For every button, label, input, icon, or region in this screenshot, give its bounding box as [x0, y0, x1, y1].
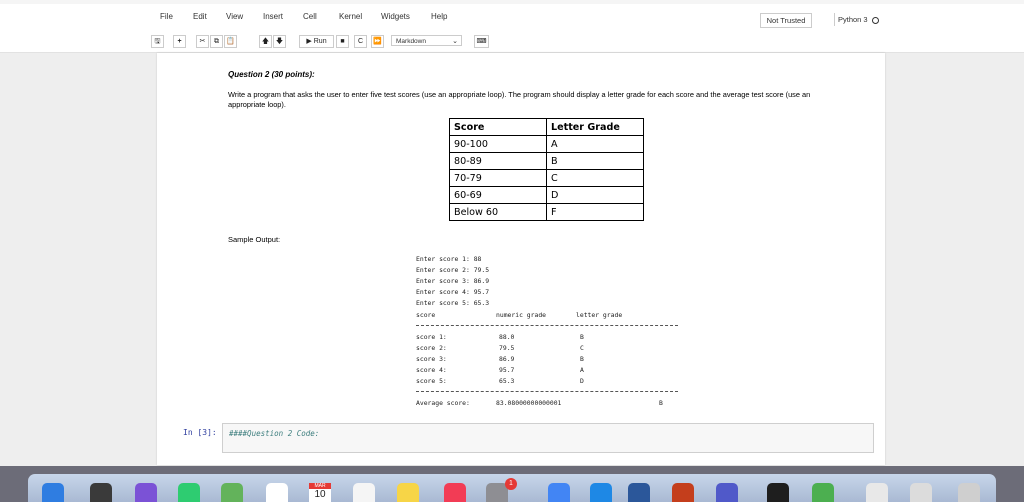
- fast-forward-icon: ⏩: [373, 38, 382, 45]
- facetime-icon[interactable]: [135, 483, 157, 502]
- cell-type-select[interactable]: [391, 35, 462, 46]
- interrupt-button[interactable]: [336, 35, 349, 48]
- sample-header-numeric: numeric grade: [496, 311, 547, 319]
- restart-button[interactable]: [354, 35, 367, 48]
- question-body: Write a program that asks the user to enter five test scores (use an appropriate loop). The program should display a letter grade for each score and the average test score (use an appropriate loop).: [228, 90, 811, 109]
- menu-cell[interactable]: Cell: [303, 12, 317, 21]
- sample-row-letter: D: [580, 377, 584, 385]
- kernel-name: Python 3: [838, 15, 868, 24]
- sample-prompt-line: Enter score 3: 86.9: [416, 277, 490, 285]
- menu-help[interactable]: Help: [431, 12, 448, 21]
- score-range: 90-100: [450, 136, 547, 153]
- arrow-up-icon: 🡅: [261, 38, 270, 45]
- command-palette-button[interactable]: [474, 35, 489, 48]
- stop-icon: ■: [340, 38, 345, 45]
- run-label: Run: [313, 38, 327, 45]
- sample-output-label: Sample Output:: [228, 235, 281, 244]
- sample-divider: [416, 325, 678, 326]
- menu-file[interactable]: File: [160, 12, 173, 21]
- paste-icon: 📋: [226, 38, 235, 45]
- calendar-day: 10: [314, 489, 326, 500]
- sample-row-numeric: 95.7: [499, 366, 515, 374]
- menu-widgets[interactable]: Widgets: [381, 12, 410, 21]
- word-icon[interactable]: [628, 483, 650, 502]
- photos-icon[interactable]: [266, 483, 288, 502]
- notes-icon[interactable]: [397, 483, 419, 502]
- code-cell[interactable]: [222, 423, 874, 453]
- paste-button[interactable]: [224, 35, 237, 48]
- menu-insert[interactable]: Insert: [263, 12, 284, 21]
- sample-row-label: score 1:: [416, 333, 447, 341]
- messages-icon[interactable]: [178, 483, 200, 502]
- letter-grade: C: [547, 170, 644, 187]
- grade-table-row: [450, 187, 644, 204]
- grade-table-row: [450, 170, 644, 187]
- restart-icon: C: [357, 38, 364, 45]
- sample-header-letter: letter grade: [576, 311, 623, 319]
- copy-icon: ⧉: [214, 38, 219, 45]
- sample-prompt-line: Enter score 4: 95.7: [416, 288, 490, 296]
- letter-grade: A: [547, 136, 644, 153]
- cell-prompt: In [3]:: [183, 428, 217, 437]
- sample-row-numeric: 86.9: [499, 355, 515, 363]
- calendar-month: MAR: [309, 483, 331, 489]
- cut-button[interactable]: [196, 35, 209, 48]
- score-range: Below 60: [450, 204, 547, 221]
- letter-grade: B: [547, 153, 644, 170]
- grade-table-header-row: [450, 119, 644, 136]
- reminders-icon[interactable]: [353, 483, 375, 502]
- score-range: 70-79: [450, 170, 547, 187]
- maps-icon[interactable]: [221, 483, 243, 502]
- calendar-icon[interactable]: [309, 483, 331, 502]
- sample-row-letter: C: [580, 344, 584, 352]
- save-icon: 🖫: [154, 38, 161, 45]
- plus-icon: +: [177, 38, 182, 45]
- save-button[interactable]: [151, 35, 164, 48]
- sample-prompt-line: Enter score 2: 79.5: [416, 266, 490, 274]
- arrow-down-icon: 🡇: [275, 38, 284, 45]
- preview-icon[interactable]: [866, 483, 888, 502]
- grade-table-row: [450, 153, 644, 170]
- toolbar: [0, 30, 1024, 53]
- teams-icon[interactable]: [716, 483, 738, 502]
- safari-icon[interactable]: [590, 483, 612, 502]
- move-down-button[interactable]: [273, 35, 286, 48]
- kernel-idle-icon: [872, 17, 879, 24]
- restart-run-all-button[interactable]: [371, 35, 384, 48]
- grade-table-header-score: Score: [450, 119, 547, 136]
- average-label: Average score:: [416, 399, 470, 407]
- grade-table-header-letter: Letter Grade: [547, 119, 644, 136]
- sample-row-label: score 2:: [416, 344, 447, 352]
- sample-row-numeric: 88.0: [499, 333, 515, 341]
- sample-header-score: score: [416, 311, 436, 319]
- grade-table-row: [450, 136, 644, 153]
- music-icon[interactable]: [444, 483, 466, 502]
- terminal-icon[interactable]: [767, 483, 789, 502]
- score-range: 80-89: [450, 153, 547, 170]
- play-icon: ▶: [306, 38, 312, 45]
- chevron-down-icon: ⌄: [452, 38, 458, 45]
- insert-cell-button[interactable]: [173, 35, 186, 48]
- letter-grade: D: [547, 187, 644, 204]
- kernel-indicator[interactable]: [834, 13, 890, 26]
- sample-row-label: score 3:: [416, 355, 447, 363]
- question-title: Question 2 (30 points):: [228, 70, 315, 79]
- downloads-folder-icon[interactable]: [910, 483, 932, 502]
- trash-icon[interactable]: [958, 483, 980, 502]
- menubar: [0, 4, 1024, 30]
- sample-prompt-line: Enter score 5: 65.3: [416, 299, 490, 307]
- notification-badge: 1: [505, 478, 517, 490]
- scissors-icon: ✂: [199, 38, 206, 45]
- menu-view[interactable]: View: [226, 12, 244, 21]
- sample-prompt-line: Enter score 1: 88: [416, 255, 482, 263]
- cell-type-value: Markdown: [396, 38, 426, 45]
- sample-row-letter: B: [580, 333, 584, 341]
- powerpoint-icon[interactable]: [672, 483, 694, 502]
- copy-button[interactable]: [210, 35, 223, 48]
- sample-row-numeric: 79.5: [499, 344, 515, 352]
- keyboard-icon: ⌨: [476, 38, 487, 45]
- sample-row-numeric: 65.3: [499, 377, 515, 385]
- sample-row-label: score 5:: [416, 377, 447, 385]
- grade-table-row: [450, 204, 644, 221]
- grade-table: [449, 118, 644, 221]
- launchpad-icon[interactable]: [90, 483, 112, 502]
- run-button[interactable]: [299, 35, 334, 48]
- sample-row-label: score 4:: [416, 366, 447, 374]
- activity-monitor-icon[interactable]: [812, 483, 834, 502]
- code-cell-content[interactable]: ####Question 2 Code:: [229, 429, 320, 438]
- sample-divider: [416, 391, 678, 392]
- notebook-page: [157, 53, 885, 465]
- average-value: 83.08000000000001: [496, 399, 562, 407]
- menu-edit[interactable]: Edit: [193, 12, 207, 21]
- sample-row-letter: B: [580, 355, 584, 363]
- letter-grade: F: [547, 204, 644, 221]
- move-up-button[interactable]: [259, 35, 272, 48]
- chrome-icon[interactable]: [548, 483, 570, 502]
- average-letter: B: [659, 399, 663, 407]
- score-range: 60-69: [450, 187, 547, 204]
- trust-indicator[interactable]: Not Trusted: [760, 13, 812, 28]
- menu-kernel[interactable]: Kernel: [339, 12, 363, 21]
- finder-icon[interactable]: [42, 483, 64, 502]
- sample-row-letter: A: [580, 366, 584, 374]
